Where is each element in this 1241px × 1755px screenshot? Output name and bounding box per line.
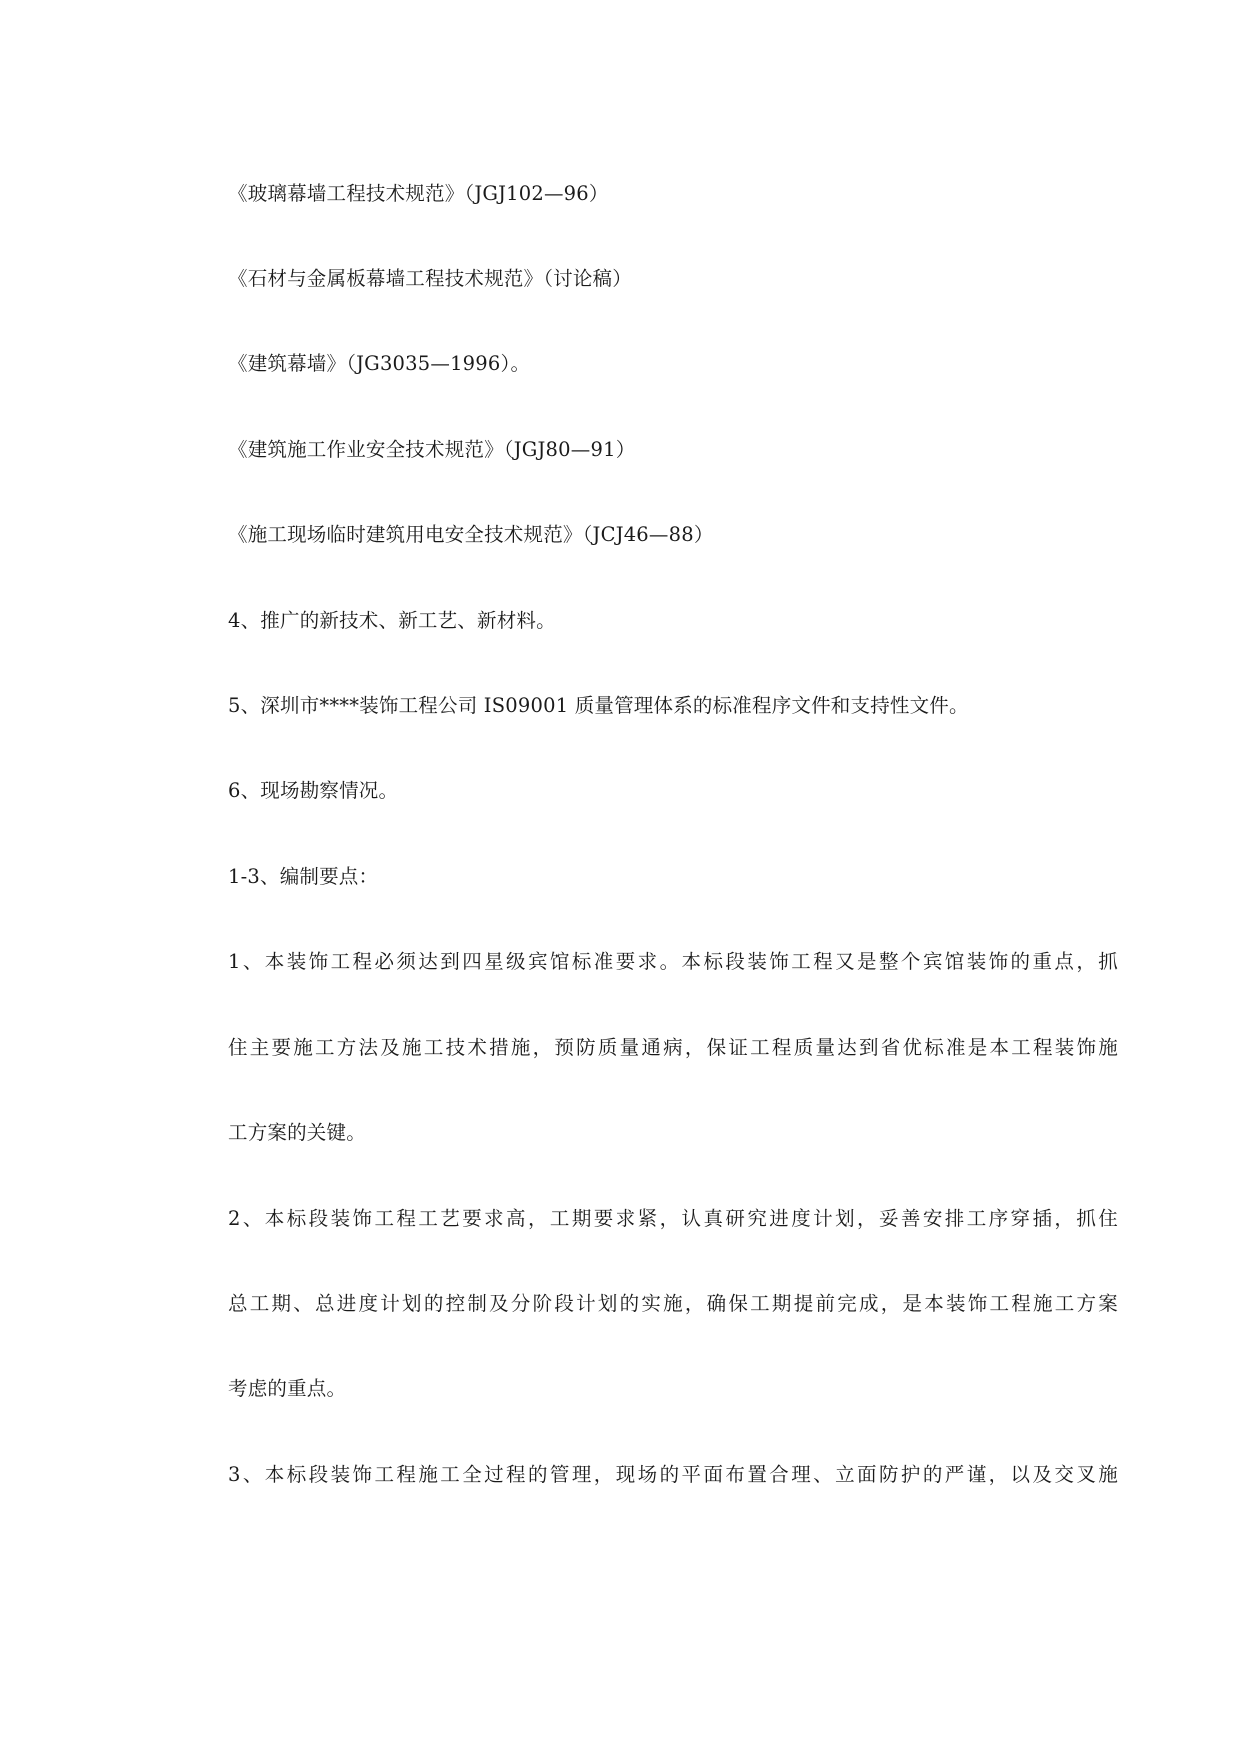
text-line-standard-building-curtain-wall: 《建筑幕墙》（JG3035—1996）。 <box>228 352 531 375</box>
text-line-item-6: 6、现场勘察情况。 <box>228 779 399 802</box>
paragraph-2-line-3: 考虑的重点。 <box>228 1377 347 1400</box>
text-line-standard-stone-metal-curtain-wall: 《石材与金属板幕墙工程技术规范》（讨论稿） <box>228 267 632 290</box>
text-line-item-5: 5、深圳市****装饰工程公司 IS09001 质量管理体系的标准程序文件和支持性文件。 <box>228 694 969 717</box>
text-line-standard-temporary-electricity: 《施工现场临时建筑用电安全技术规范》（JCJ46—88） <box>228 523 714 546</box>
paragraph-2-line-2: 总工期、总进度计划的控制及分阶段计划的实施，确保工期提前完成，是本装饰工程施工方案 <box>228 1292 1118 1315</box>
paragraph-3-line-1: 3、本标段装饰工程施工全过程的管理，现场的平面布置合理、立面防护的严谨，以及交叉施 <box>228 1463 1118 1486</box>
paragraph-1-line-1: 1、本装饰工程必须达到四星级宾馆标准要求。本标段装饰工程又是整个宾馆装饰的重点，抓 <box>228 950 1118 973</box>
text-line-standard-construction-safety: 《建筑施工作业安全技术规范》（JGJ80—91） <box>228 438 636 461</box>
section-heading-1-3: 1-3、编制要点： <box>228 865 379 888</box>
paragraph-2-line-1: 2、本标段装饰工程工艺要求高，工期要求紧，认真研究进度计划，妥善安排工序穿插，抓住 <box>228 1207 1118 1230</box>
text-line-item-4: 4、推广的新技术、新工艺、新材料。 <box>228 609 556 632</box>
paragraph-1-line-3: 工方案的关键。 <box>228 1121 366 1144</box>
paragraph-1-line-2: 住主要施工方法及施工技术措施，预防质量通病，保证工程质量达到省优标准是本工程装饰施 <box>228 1036 1118 1059</box>
text-line-standard-glass-curtain-wall: 《玻璃幕墙工程技术规范》（JGJ102—96） <box>228 182 609 205</box>
